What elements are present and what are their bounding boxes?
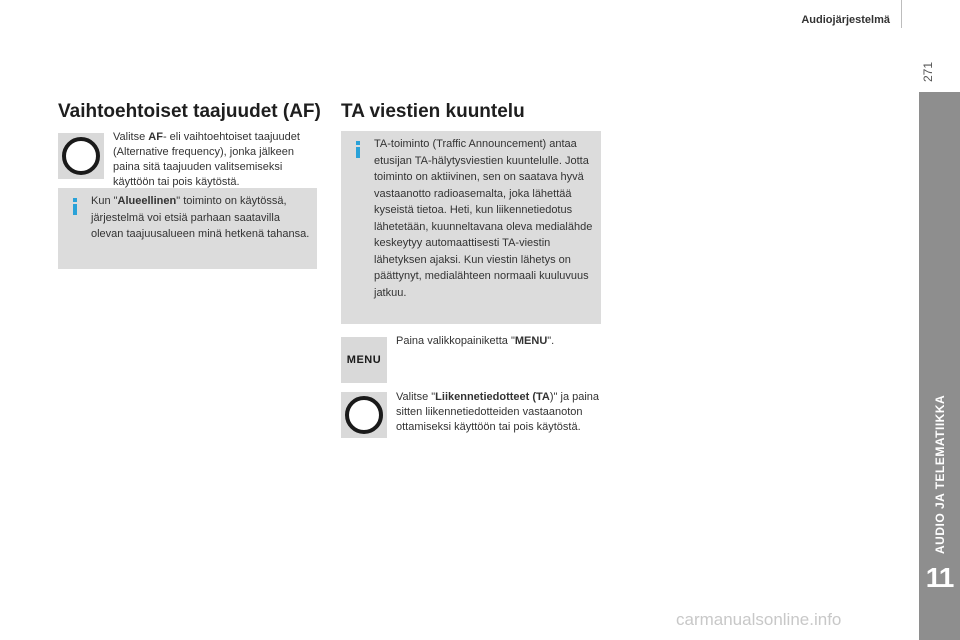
rotary-knob-illustration [341, 392, 387, 438]
af-step-pre: Valitse [113, 131, 149, 143]
af-step-post: - eli vaihtoehtoiset taajuudet (Alternative frequency), jonka jälkeen paina sitä taajuuden valitsemiseksi käyttöön tai pois käytöstä. [113, 131, 300, 188]
rotary-knob-illustration [58, 133, 104, 179]
chapter-side-tab-label: AUDIO JA TELEMATIIKKA [933, 394, 947, 554]
info-regional-post: " toiminto on käytössä, järjestelmä voi etsiä parhaan saatavilla olevan taajuusalueen minä hetkenä tahansa. [91, 195, 310, 240]
heading-traffic-announcements: TA viestien kuuntelu [341, 101, 525, 122]
info-icon [70, 198, 80, 216]
menu-step-bold: MENU [514, 335, 548, 347]
rotary-knob-icon [345, 396, 383, 434]
ta-step-text [396, 390, 601, 435]
header-section-title: Audiojärjestelmä [801, 14, 890, 26]
info-box-traffic-announcement [341, 131, 601, 324]
header-divider [901, 0, 902, 28]
chapter-side-tab [919, 92, 960, 640]
af-step-bold: AF [148, 131, 163, 143]
ta-step-bold: Liikennetiedotteet (TA [435, 391, 550, 403]
ta-step-pre: Valitse " [396, 391, 436, 403]
page-number: 271 [921, 61, 935, 82]
af-step-text [113, 130, 323, 190]
info-regional-pre: Kun " [91, 195, 118, 207]
watermark: carmanualsonline.info [676, 610, 842, 629]
info-box-regional [58, 188, 317, 269]
menu-button-illustration: MENU [341, 337, 387, 383]
info-regional-bold: Alueellinen [117, 195, 177, 207]
ta-step-post: )" ja paina sitten liikennetiedotteiden vastaanoton ottamiseksi käyttöön tai pois käytöstä. [396, 391, 600, 433]
menu-step-pre: Paina valikkopainiketta " [396, 335, 515, 347]
heading-alternative-frequencies: Vaihtoehtoiset taajuudet (AF) [58, 101, 321, 122]
menu-step-text [396, 334, 601, 349]
menu-step-post: ". [547, 335, 555, 347]
chapter-number: 11 [925, 562, 954, 593]
info-icon [353, 141, 363, 159]
rotary-knob-icon [62, 137, 100, 175]
info-regional-text [91, 193, 311, 243]
ta-info-text: TA-toiminto (Traffic Announcement) antaa etusijan TA-hälytysviestien kuuntelulle. Jotta toiminto on aktiivinen, sen on saatava hyvä vastaanotto radioasemalta, joka lähettää kyseistä tietoa. Heti, kun liikennetiedotus lähetetään, kuunneltavana oleva medialähde keskeytyy automaattisesti TA-viestin lähetyksen ajaksi. Kun viestin lähetys on päättynyt, medialähteen normaali kuuluvuus jatkuu. [374, 138, 593, 299]
